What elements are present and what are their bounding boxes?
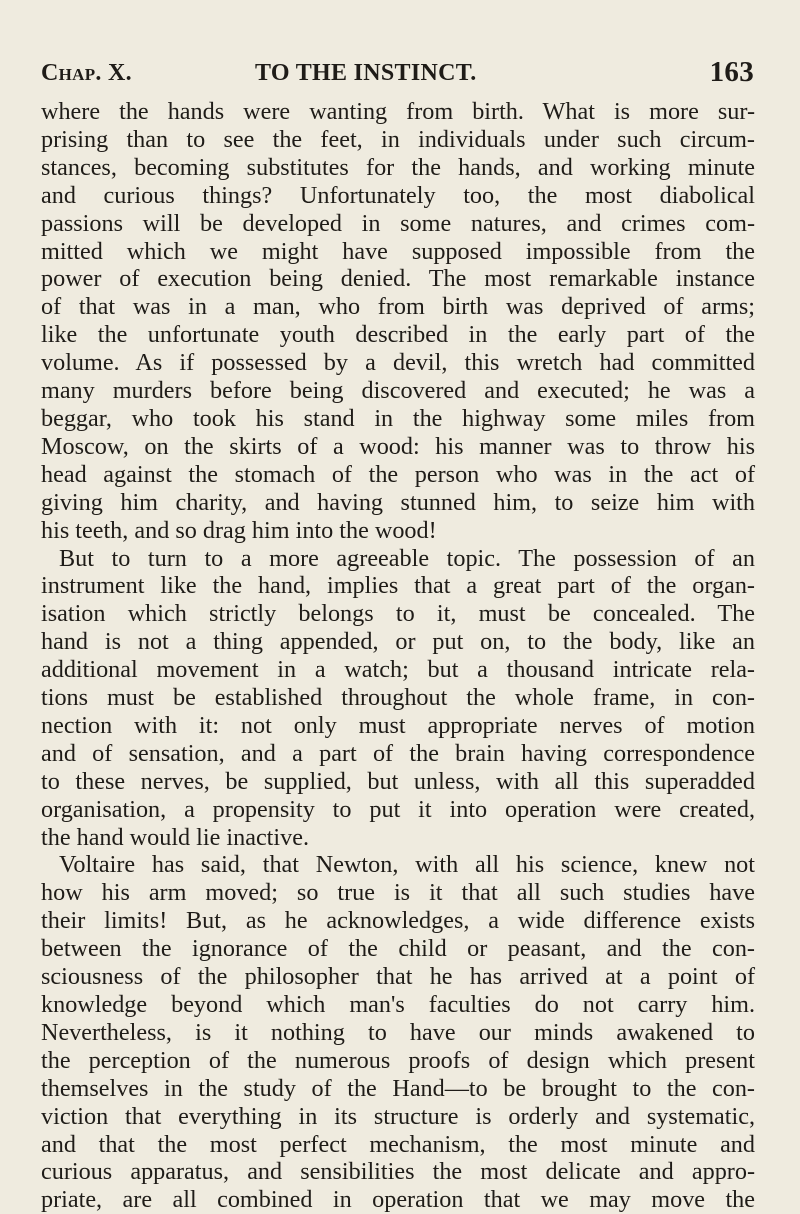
- text-line: his teeth, and so drag him into the wood!: [41, 516, 437, 544]
- text-line: hand is not a thing appended, or put on, to the body, like an: [41, 628, 755, 656]
- text-line: curious apparatus, and sensibilities the most delicate and appro-: [41, 1158, 755, 1186]
- text-line: power of execution being denied. The most remarkable instance: [41, 265, 755, 293]
- text-line: head against the stomach of the person who was in the act of: [41, 460, 755, 488]
- text-line: instrument like the hand, implies that a great part of the organ-: [41, 572, 755, 600]
- text-line: Nevertheless, is it nothing to have our minds awakened to: [41, 1018, 755, 1046]
- page-number: 163: [709, 56, 754, 88]
- text-line: the hand would lie inactive.: [41, 823, 309, 851]
- text-line: tions must be established throughout the whole frame, in con-: [41, 684, 755, 712]
- text-line: beggar, who took his stand in the highway some miles from: [41, 404, 755, 432]
- text-line: and that the most perfect mechanism, the most minute and: [41, 1130, 755, 1158]
- text-line: But to turn to a more agreeable topic. The possession of an: [59, 544, 755, 572]
- paragraph: [41, 851, 755, 1214]
- paragraph: [41, 545, 755, 852]
- text-line: where the hands were wanting from birth. What is more sur-: [41, 98, 755, 125]
- text-line: giving him charity, and having stunned him, to seize him with: [41, 488, 755, 516]
- text-line: volume. As if possessed by a devil, this wretch had committed: [41, 349, 755, 377]
- text-line: like the unfortunate youth described in the early part of the: [41, 321, 755, 349]
- text-line: viction that everything in its structure is orderly and systematic,: [41, 1102, 755, 1130]
- text-line: Voltaire has said, that Newton, with all his science, knew not: [59, 851, 755, 879]
- text-line: to these nerves, be supplied, but unless, with all this superadded: [41, 767, 755, 795]
- text-line: priate, are all combined in operation that we may move the: [41, 1186, 755, 1214]
- text-line: and curious things? Unfortunately too, the most diabolical: [41, 181, 755, 209]
- text-line: prising than to see the feet, in individuals under such circum-: [41, 125, 755, 153]
- text-line: mitted which we might have supposed impossible from the: [41, 237, 755, 265]
- text-line: the perception of the numerous proofs of design which present: [41, 1046, 755, 1074]
- text-line: many murders before being discovered and executed; he was a: [41, 377, 755, 405]
- text-line: stances, becoming substitutes for the hands, and working minute: [41, 153, 755, 181]
- body-text: [41, 98, 755, 1214]
- text-line: nection with it: not only must appropriate nerves of motion: [41, 711, 755, 739]
- text-line: their limits! But, as he acknowledges, a wide difference exists: [41, 907, 755, 935]
- running-header: [41, 56, 755, 96]
- text-line: organisation, a propensity to put it into operation were created,: [41, 795, 755, 823]
- running-title: TO THE INSTINCT.: [255, 60, 477, 86]
- text-line: themselves in the study of the Hand—to be brought to the con-: [41, 1074, 755, 1102]
- text-line: isation which strictly belongs to it, must be concealed. The: [41, 600, 755, 628]
- text-line: knowledge beyond which man's faculties do not carry him.: [41, 991, 755, 1018]
- text-line: additional movement in a watch; but a thousand intricate rela-: [41, 656, 755, 684]
- text-line: passions will be developed in some natures, and crimes com-: [41, 209, 755, 237]
- text-line: and of sensation, and a part of the brain having correspondence: [41, 739, 755, 767]
- text-line: of that was in a man, who from birth was deprived of arms;: [41, 293, 755, 321]
- text-line: how his arm moved; so true is it that all such studies have: [41, 879, 755, 907]
- chapter-label: Chap. X.: [41, 60, 132, 86]
- text-line: between the ignorance of the child or peasant, and the con-: [41, 935, 755, 963]
- text-line: sciousness of the philosopher that he has arrived at a point of: [41, 963, 755, 991]
- text-line: Moscow, on the skirts of a wood: his manner was to throw his: [41, 432, 755, 460]
- paragraph: [41, 98, 755, 545]
